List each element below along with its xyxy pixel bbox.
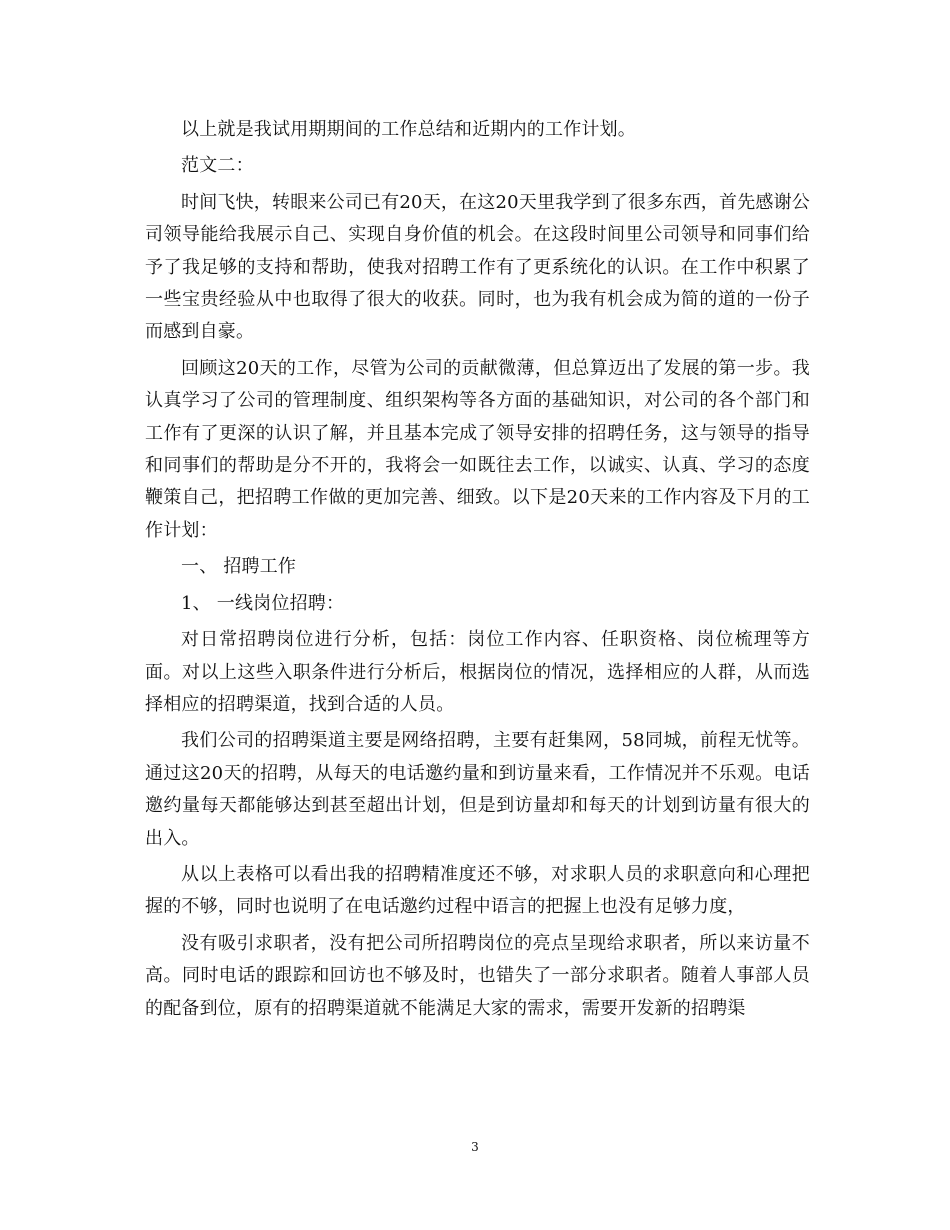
paragraph-summary-closing: 以上就是我试用期期间的工作总结和近期内的工作计划。 [181, 119, 636, 140]
paragraph-review: 回顾这20天的工作，尽管为公司的贡献微薄，但总算迈出了发展的第一步。我认真学习了公司的管理制度、组织架构等各方面的基础知识，对公司的各个部门和工作有了更深的认识了解，并且基本完成了领导安排的招聘任务，这与领导的指导和同事们的帮助是分不开的，我将会一如既往去工作，以诚实、认真、学习的态度鞭策自己，把招聘工作做的更加完善、细致。以下是20天来的工作内容及下月的工作计划： [145, 357, 810, 541]
document-body [145, 114, 810, 1025]
section-heading-recruitment: 一、 招聘工作 [181, 556, 297, 578]
paragraph-intro: 时间飞快，转眼来公司已有20天，在这20天里我学到了很多东西，首先感谢公司领导能给我展示自己、实现自身价值的机会。在这段时间里公司领导和同事们给予了我足够的支持和帮助，使我对招聘工作有了更系统化的认识。在工作中积累了一些宝贵经验从中也取得了很大的收获。同时，也为我有机会成为简的道的一份子而感到自豪。 [145, 191, 811, 343]
paragraph-recruitment-channels: 我们公司的招聘渠道主要是网络招聘，主要有赶集网，58同城，前程无忧等。通过这20天的招聘，从每天的电话邀约量和到访量来看，工作情况并不乐观。电话邀约量每天都能够达到甚至超出计划，但是到访量却和每天的计划到访量有很大的出入。 [145, 730, 810, 849]
paragraph-position-analysis: 对日常招聘岗位进行分析，包括：岗位工作内容、任职资格、岗位梳理等方面。对以上这些入职条件进行分析后，根据岗位的情况，选择相应的人群，从而选择相应的招聘渠道，找到合适的人员。 [145, 629, 810, 715]
paragraph-visit-volume: 没有吸引求职者，没有把公司所招聘岗位的亮点呈现给求职者，所以来访量不高。同时电话的跟踪和回访也不够及时，也错失了一部分求职者。随着人事部人员的配备到位，原有的招聘渠道就不能满足大家的需求，需要开发新的招聘渠 [145, 932, 810, 1019]
paragraph-sample-heading: 范文二： [181, 155, 254, 177]
subsection-heading-frontline: 1、 一线岗位招聘： [181, 592, 345, 614]
paragraph-accuracy: 从以上表格可以看出我的招聘精准度还不够，对求职人员的求职意向和心理把握的不够，同时也说明了在电话邀约过程中语言的把握上也没有足够力度， [145, 863, 810, 918]
page-number: 3 [471, 1140, 479, 1154]
